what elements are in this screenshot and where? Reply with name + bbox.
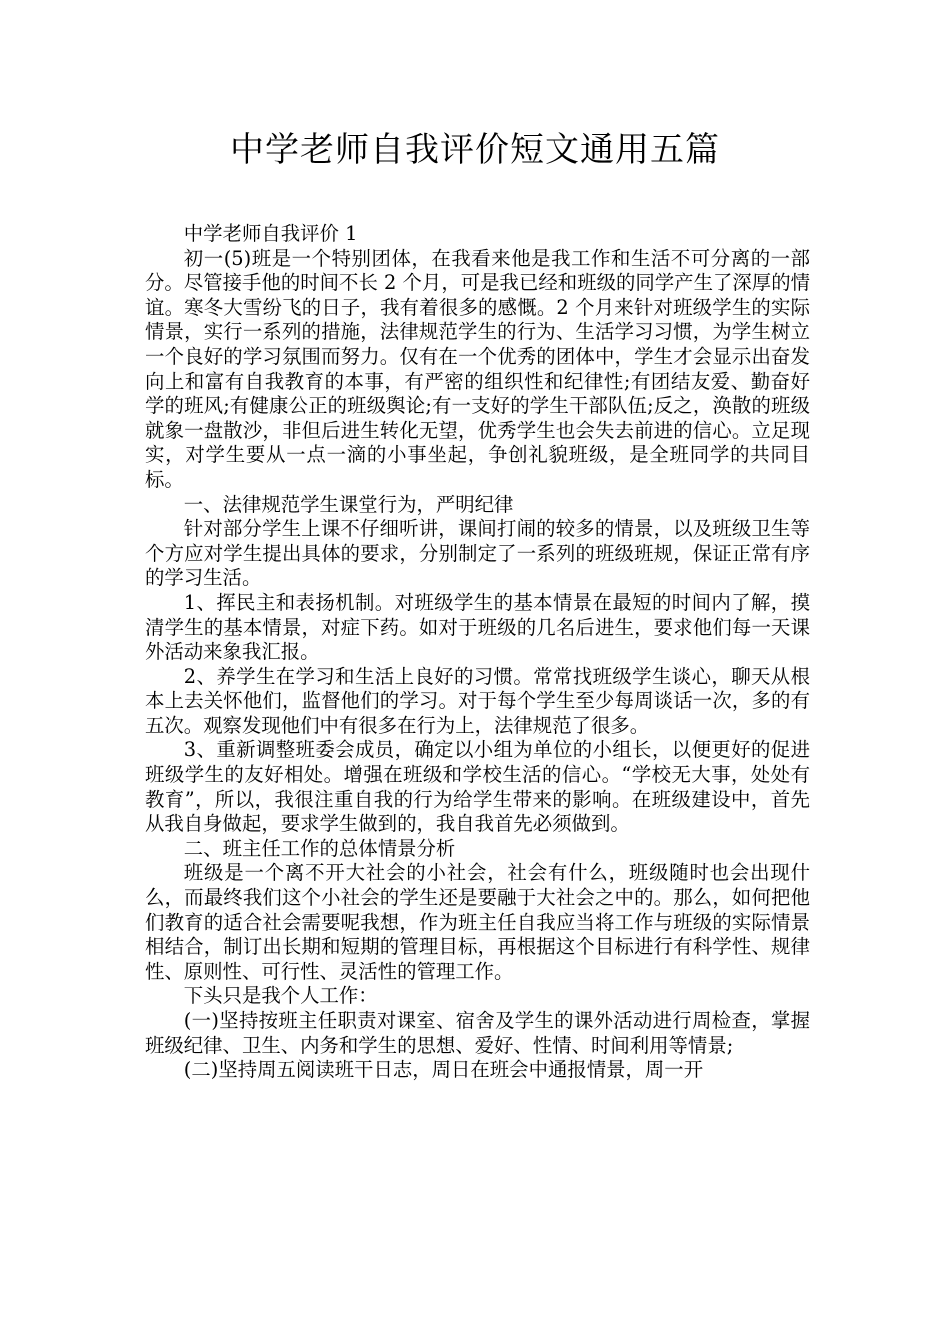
- document-body: [145, 222, 810, 1083]
- body-paragraph: 班级是一个离不开大社会的小社会，社会有什么，班级随时也会出现什么，而最终我们这个小社会的学生还是要融于大社会之中的。那么，如何把他们教育的适合社会需要呢我想，作为班主任自我应当将工作与班级的实际情景相结合，制订出长期和短期的管理目标，再根据这个目标进行有科学性、规律性、原则性、可行性、灵活性的管理工作。: [145, 861, 810, 983]
- section-heading: 二、班主任工作的总体情景分析: [183, 836, 456, 860]
- page-title: 中学老师自我评价短文通用五篇: [230, 130, 720, 170]
- section-heading: 一、法律规范学生课堂行为，严明纪律: [183, 492, 514, 516]
- body-paragraph: 针对部分学生上课不仔细听讲，课间打闹的较多的情景，以及班级卫生等个方应对学生提出具体的要求，分别制定了一系列的班级班规，保证正常有序的学习生活。: [145, 517, 810, 590]
- list-item: 2、养学生在学习和生活上良好的习惯。常常找班级学生谈心，聊天从根本上去关怀他们，监督他们的学习。对于每个学生至少每周谈话一次，多的有五次。观察发现他们中有很多在行为上，法律规范了很多。: [145, 664, 810, 737]
- list-item: (一)坚持按班主任职责对课室、宿舍及学生的课外活动进行周检查，掌握班级纪律、卫生、内务和学生的思想、爱好、性情、时间利用等情景;: [145, 1009, 810, 1057]
- body-paragraph: 下头只是我个人工作：: [183, 984, 378, 1008]
- list-item: 3、重新调整班委会成员，确定以小组为单位的小组长，以便更好的促进班级学生的友好相处。增强在班级和学校生活的信心。“学校无大事，处处有教育”，所以，我很注重自我的行为给学生带来的影响。在班级建设中，首先从我自身做起，要求学生做到的，我自我首先必须做到。: [145, 738, 810, 836]
- body-paragraph: 初一(5)班是一个特别团体，在我看来他是我工作和生活不可分离的一部分。尽管接手他的时间不长 2 个月，可是我已经和班级的同学产生了深厚的情谊。寒冬大雪纷飞的日子，我有着很多的感慨。2 个月来针对班级学生的实际情景，实行一系列的措施，法律规范学生的行为、生活学习习惯，为学生树立一个良好的学习氛围而努力。仅有在一个优秀的团体中，学生才会显示出奋发向上和富有自我教育的本事，有严密的组织性和纪律性;有团结友爱、勤奋好学的班风;有健康公正的班级舆论;有一支好的学生干部队伍;反之，涣散的班级就象一盘散沙，非但后进生转化无望，优秀学生也会失去前进的信心。立足现实，对学生要从一点一滴的小事坐起，争创礼貌班级，是全班同学的共同目标。: [145, 246, 810, 491]
- list-item: 1、挥民主和表扬机制。对班级学生的基本情景在最短的时间内了解，摸清学生的基本情景，对症下药。如对于班级的几名后进生，要求他们每一天课外活动来象我汇报。: [145, 590, 810, 664]
- list-item: (二)坚持周五阅读班干日志，周日在班会中通报情景，周一开: [183, 1058, 704, 1082]
- section-heading: 中学老师自我评价 1: [183, 222, 358, 245]
